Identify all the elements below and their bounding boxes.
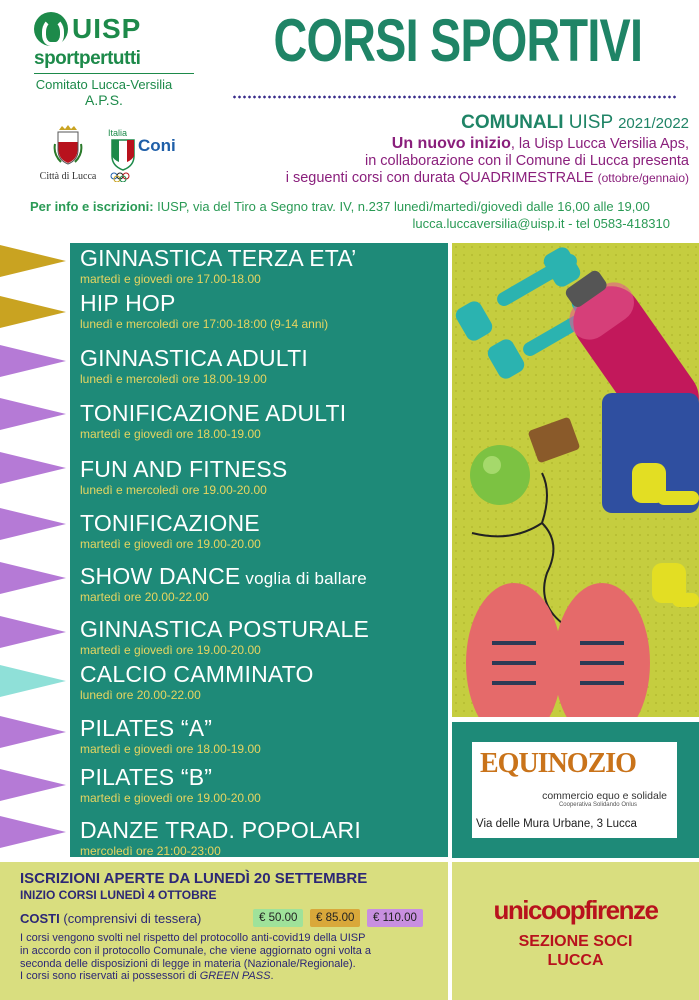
course-marker-triangle [0, 345, 70, 377]
covid-note: I corsi vengono svolti nel rispetto del protocollo anti-covid19 della UISP in accordo con il protocollo Comunale, che viene aggiornato ogni volta a seconda delle disposizioni di legge in materia (Nazionale/Regionale). I corsi sono riservati ai possessori di GREEN PASS. [20, 932, 432, 983]
info-line2: lucca.luccaversilia@uisp.it - tel 0583-418310 [412, 216, 670, 231]
course-schedule: lunedì ore 20.00-22.00 [80, 688, 201, 702]
price-badge-1: € 50.00 [253, 909, 303, 927]
course-item [80, 818, 361, 858]
subtitle-org: UISP [568, 112, 613, 133]
course-name: GINNASTICA POSTURALE [80, 616, 370, 642]
info-block [30, 198, 670, 232]
course-item [80, 457, 287, 497]
citta-di-lucca-logo [38, 124, 98, 184]
sezione-soci [452, 932, 699, 970]
course-name: PILATES “B” [80, 764, 213, 790]
subtitle-year: 2021/2022 [618, 115, 689, 132]
crest-label: Città di Lucca [39, 171, 97, 182]
course-marker-triangle [0, 716, 70, 748]
course-name: GINNASTICA TERZA ETA’ [80, 245, 357, 271]
uisp-comitato: Comitato Lucca-Versilia [35, 77, 173, 92]
course-item [80, 511, 261, 551]
intro-rest: , la Uisp Lucca Versilia Aps, [510, 136, 689, 152]
coni-emblem-icon [108, 138, 140, 182]
course-name: CALCIO CAMMINATO [80, 661, 314, 687]
costs-label [20, 911, 201, 926]
price-badge-2: € 85.00 [310, 909, 360, 927]
course-marker-triangle [0, 665, 70, 697]
course-item [80, 662, 314, 702]
course-schedule: martedì e giovedì ore 18.00-19.00 [80, 742, 261, 756]
sezione-line1: SEZIONE SOCI [518, 933, 633, 950]
course-marker-triangle [0, 245, 70, 277]
course-schedule: lunedì e mercoledì ore 17:00-18:00 (9-14 anni) [80, 317, 329, 331]
uisp-aps: A.P.S. [85, 92, 123, 108]
costs-note: (comprensivi di tessera) [63, 911, 202, 926]
course-schedule: mercoledì ore 21:00-23:00 [80, 844, 221, 858]
equinozio-coop: Cooperativa Solidando Onlus [558, 802, 637, 808]
course-marker-triangle [0, 296, 70, 328]
course-name: FUN AND FITNESS [80, 456, 288, 482]
course-schedule: martedì e giovedì ore 18.00-19.00 [80, 427, 261, 441]
course-name: PILATES “A” [80, 715, 213, 741]
course-schedule: lunedì e mercoledì ore 18.00-19.00 [80, 372, 267, 386]
uisp-logo [34, 12, 194, 108]
coni-word: Coni [138, 136, 176, 155]
note-line-1: I corsi vengono svolti nel rispetto del protocollo anti-covid19 della UISP [20, 932, 366, 944]
info-label: Per info e iscrizioni: [30, 199, 154, 214]
course-marker-triangle [0, 816, 70, 848]
course-start: INIZIO CORSI LUNEDÌ 4 OTTOBRE [20, 888, 217, 902]
course-marker-triangle [0, 616, 70, 648]
course-schedule: lunedì e mercoledì ore 19.00-20.00 [80, 483, 267, 497]
equinozio-subtitle: commercio equo e solidale [542, 790, 667, 802]
unicoop-logo: unicoopfirenze [493, 895, 658, 925]
sezione-line2: LUCCA [547, 952, 604, 969]
course-marker-triangle [0, 452, 70, 484]
intro-bold: Un nuovo inizio [391, 135, 511, 152]
green-pass: GREEN PASS [199, 970, 271, 983]
unicoop-box [452, 862, 699, 1000]
intro-text [286, 135, 689, 187]
course-marker-triangle [0, 562, 70, 594]
course-name: DANZE TRAD. POPOLARI [80, 817, 361, 843]
course-item [80, 346, 308, 386]
course-schedule: martedì e giovedì ore 17.00-18.00 [80, 272, 261, 286]
fitness-photo [452, 243, 699, 717]
equinozio-title: EQUINOZIO [480, 748, 636, 779]
page-title: CORSI SPORTIVI [273, 7, 643, 74]
lucca-crest-icon [53, 124, 83, 166]
course-item [80, 291, 328, 331]
intro-line3: i seguenti corsi con durata QUADRIMESTRALE [285, 170, 594, 186]
course-name: GINNASTICA ADULTI [80, 345, 308, 371]
course-item [80, 246, 356, 286]
subtitle-comunali: COMUNALI [461, 112, 564, 133]
intro-line2: in collaborazione con il Comune di Lucca presenta [364, 153, 689, 169]
equinozio-address: Via delle Mura Urbane, 3 Lucca [476, 818, 637, 830]
course-marker-triangle [0, 398, 70, 430]
uisp-emblem-icon [34, 12, 68, 46]
course-name: SHOW DANCE voglia di ballare [80, 563, 367, 589]
uisp-logo-word: UISP [72, 13, 142, 44]
intro-small: (ottobre/gennaio) [597, 171, 689, 185]
course-item [80, 716, 261, 756]
note-line-3: seconda delle disposizioni di legge in materia (Nazionale/Regionale). [20, 957, 356, 970]
page-subtitle [461, 112, 689, 134]
enrollment-open: ISCRIZIONI APERTE DA LUNEDÌ 20 SETTEMBRE [20, 870, 368, 887]
note-line-2: in accordo con il protocollo Comunale, che viene aggiornato ogni volta a [20, 944, 371, 957]
uisp-logo-sub: sportpertutti [34, 48, 141, 69]
price-badge-3: € 110.00 [367, 909, 423, 927]
course-schedule: martedì e giovedì ore 19.00-20.00 [80, 537, 261, 551]
course-name: TONIFICAZIONE [80, 510, 260, 536]
course-name: HIP HOP [80, 290, 176, 316]
coni-logo [108, 128, 198, 187]
course-schedule: martedì e giovedì ore 19.00-20.00 [80, 791, 261, 805]
equinozio-ad [452, 722, 699, 858]
course-item [80, 765, 261, 805]
course-marker-triangle [0, 769, 70, 801]
course-name: TONIFICAZIONE ADULTI [80, 400, 347, 426]
course-item [80, 617, 369, 657]
course-schedule: martedì ore 20.00-22.00 [80, 590, 209, 604]
note-line-4: I corsi sono riservati ai possessori di [20, 970, 200, 983]
course-marker-triangle [0, 508, 70, 540]
dotted-divider [232, 95, 676, 99]
course-item [80, 564, 367, 604]
info-line1: IUSP, via del Tiro a Segno trav. IV, n.237 lunedì/martedì/giovedì dalle 16,00 alle 19,00 [157, 199, 650, 214]
costs-title: COSTI [20, 911, 60, 926]
coni-country: Italia [108, 128, 128, 138]
course-item [80, 401, 346, 441]
course-schedule: martedì e giovedì ore 19.00-20.00 [80, 643, 261, 657]
